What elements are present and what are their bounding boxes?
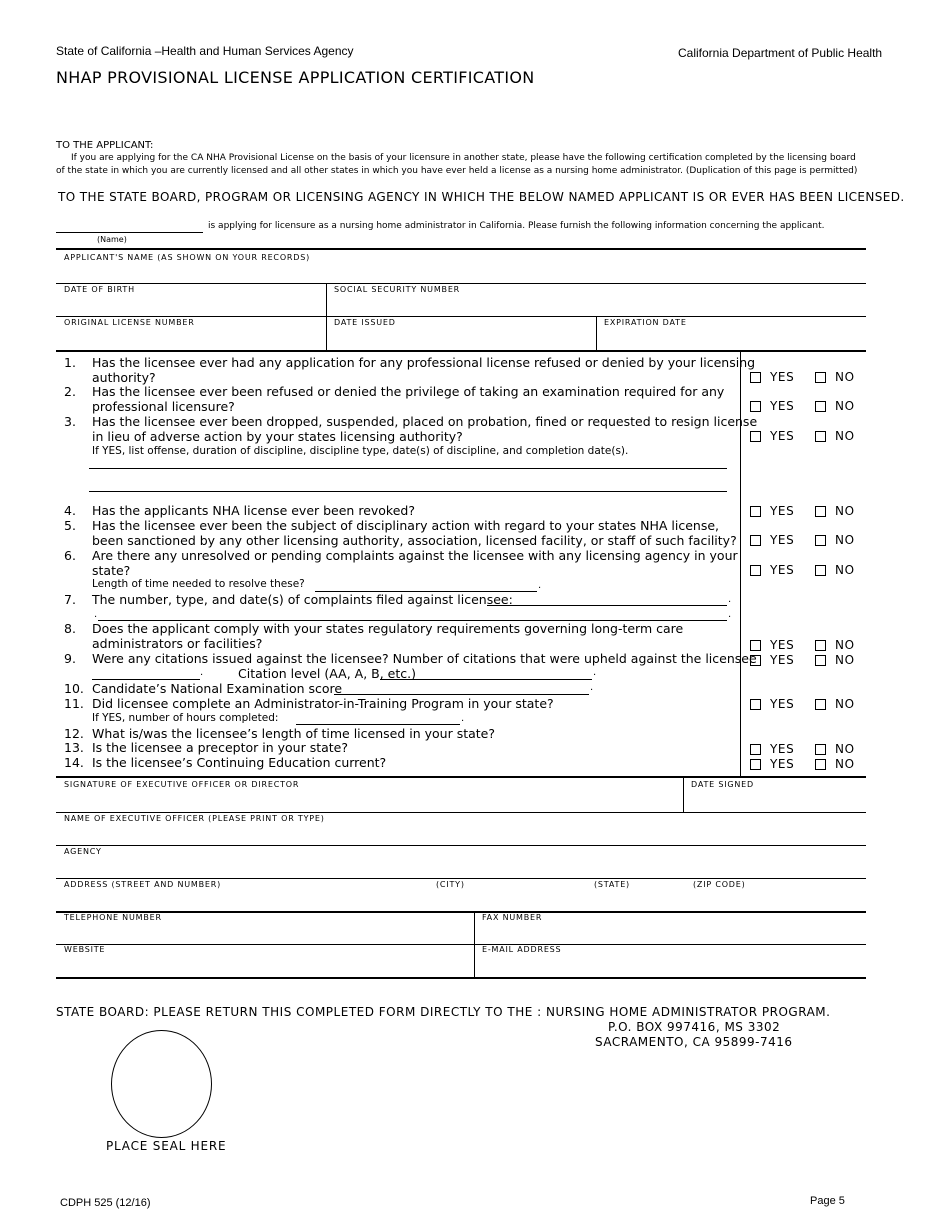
website-field[interactable] <box>56 945 474 977</box>
department-name: California Department of Public Health <box>678 46 883 60</box>
q8-no-checkbox[interactable] <box>815 640 826 651</box>
email-field[interactable] <box>475 945 866 977</box>
q14-no-checkbox[interactable] <box>815 759 826 770</box>
question-11-instruction: If YES, number of hours completed: <box>92 712 279 724</box>
date-issued-field[interactable] <box>327 317 596 350</box>
yes-label: YES <box>770 757 795 771</box>
q4-no-checkbox[interactable] <box>815 506 826 517</box>
question-5-text: Has the licensee ever been the subject of disciplinary action with regard to your states NHA license, <box>92 518 720 533</box>
q9-citation-level-line[interactable] <box>380 679 592 680</box>
dob-field[interactable] <box>56 284 326 316</box>
q3-answer-line-1[interactable] <box>89 468 727 469</box>
q8-yes-checkbox[interactable] <box>750 640 761 651</box>
question-1-text-cont: authority? <box>92 370 156 385</box>
q5-no-checkbox[interactable] <box>815 535 826 546</box>
period: . <box>200 667 204 678</box>
question-number: 8. <box>64 621 76 636</box>
question-11-text: Did licensee complete an Administrator-in-Training Program in your state? <box>92 696 554 711</box>
period: . <box>728 609 732 620</box>
yes-label: YES <box>770 399 795 413</box>
officer-name-field[interactable] <box>56 813 866 845</box>
q3-no-checkbox[interactable] <box>815 431 826 442</box>
agency-field[interactable] <box>56 846 866 878</box>
period: . <box>538 580 542 591</box>
period: . <box>590 682 594 693</box>
telephone-label: TELEPHONE NUMBER <box>64 913 162 922</box>
name-caption: (Name) <box>97 235 127 244</box>
q10-answer-line[interactable] <box>334 694 589 695</box>
seal-label: PLACE SEAL HERE <box>106 1139 227 1153</box>
table-bottom-rule <box>56 350 866 352</box>
officer-name-label: NAME OF EXECUTIVE OFFICER (PLEASE PRINT OR TYPE) <box>64 814 325 823</box>
question-2-text-cont: professional licensure? <box>92 399 235 414</box>
question-number: 14. <box>64 755 84 770</box>
return-po-box: P.O. BOX 997416, MS 3302 <box>608 1020 781 1034</box>
no-label: NO <box>835 370 855 384</box>
no-label: NO <box>835 697 855 711</box>
q7-answer-line-1[interactable] <box>487 605 727 606</box>
yes-label: YES <box>770 563 795 577</box>
page-title: NHAP PROVISIONAL LICENSE APPLICATION CERTIFICATION <box>56 68 535 87</box>
intro-line-1: If you are applying for the CA NHA Provisional License on the basis of your licensure in another state, please have the following certification completed by the licensing board <box>71 153 856 163</box>
telephone-field[interactable] <box>56 913 474 944</box>
q11-yes-checkbox[interactable] <box>750 699 761 710</box>
q9-citations-line[interactable] <box>92 679 200 680</box>
website-label: WEBSITE <box>64 945 106 954</box>
no-label: NO <box>835 742 855 756</box>
yes-label: YES <box>770 638 795 652</box>
signature-field[interactable] <box>56 778 683 812</box>
yes-label: YES <box>770 697 795 711</box>
ssn-label: SOCIAL SECURITY NUMBER <box>334 285 461 294</box>
question-4-text: Has the applicants NHA license ever been revoked? <box>92 503 415 518</box>
q2-no-checkbox[interactable] <box>815 401 826 412</box>
period: . <box>593 667 597 678</box>
yes-label: YES <box>770 504 795 518</box>
q9-yes-checkbox[interactable] <box>750 655 761 666</box>
applicant-name-line[interactable] <box>56 232 203 233</box>
question-7-text: The number, type, and date(s) of complaints filed against licensee: <box>92 592 513 607</box>
officer-table-bottom-rule <box>56 977 866 979</box>
no-label: NO <box>835 757 855 771</box>
q13-no-checkbox[interactable] <box>815 744 826 755</box>
address-label: ADDRESS (STREET AND NUMBER) <box>64 880 222 889</box>
to-applicant-heading: TO THE APPLICANT: <box>56 140 154 151</box>
page-number: Page 5 <box>810 1195 845 1207</box>
yes-label: YES <box>770 742 795 756</box>
no-label: NO <box>835 504 855 518</box>
expiration-date-label: EXPIRATION DATE <box>604 318 687 327</box>
q11-answer-line[interactable] <box>296 724 460 725</box>
question-12-text: What is/was the licensee’s length of time licensed in your state? <box>92 726 495 741</box>
question-number: 4. <box>64 503 76 518</box>
no-label: NO <box>835 429 855 443</box>
q13-yes-checkbox[interactable] <box>750 744 761 755</box>
question-number: 1. <box>64 355 76 370</box>
license-number-label: ORIGINAL LICENSE NUMBER <box>64 318 195 327</box>
question-10-text: Candidate’s National Examination score <box>92 681 343 696</box>
dob-label: DATE OF BIRTH <box>64 285 135 294</box>
yes-label: YES <box>770 370 795 384</box>
question-2-text: Has the licensee ever been refused or denied the privilege of taking an examination required for any <box>92 384 725 399</box>
return-instruction: STATE BOARD: PLEASE RETURN THIS COMPLETED FORM DIRECTLY TO THE : NURSING HOME ADMINISTRATOR PROGRAM. <box>56 1005 831 1019</box>
q2-yes-checkbox[interactable] <box>750 401 761 412</box>
q1-yes-checkbox[interactable] <box>750 372 761 383</box>
state-label: (STATE) <box>594 880 630 889</box>
question-9-text-cont: Citation level (AA, A, B, etc.) <box>238 666 416 681</box>
return-city-line: SACRAMENTO, CA 95899-7416 <box>595 1035 793 1049</box>
question-6-text: Are there any unresolved or pending complaints against the licensee with any licensing agency in your <box>92 548 738 563</box>
no-label: NO <box>835 533 855 547</box>
period: . <box>728 594 732 605</box>
question-number: 10. <box>64 681 84 696</box>
question-3-text-cont: in lieu of adverse action by your states licensing authority? <box>92 429 463 444</box>
question-number: 13. <box>64 740 84 755</box>
question-number: 6. <box>64 548 76 563</box>
email-label: E-MAIL ADDRESS <box>482 945 562 954</box>
question-8-text: Does the applicant comply with your states regulatory requirements governing long-term care <box>92 621 684 636</box>
form-id: CDPH 525 (12/16) <box>60 1197 151 1209</box>
question-14-text: Is the licensee’s Continuing Education current? <box>92 755 387 770</box>
q6-no-checkbox[interactable] <box>815 565 826 576</box>
agency-name: State of California –Health and Human Services Agency <box>56 44 354 58</box>
question-9-text: Were any citations issued against the licensee? Number of citations that were upheld against the licensee <box>92 651 757 666</box>
question-number: 9. <box>64 651 76 666</box>
question-8-text-cont: administrators or facilities? <box>92 636 263 651</box>
question-5-text-cont: been sanctioned by any other licensing authority, association, licensed facility, or staff of such facility? <box>92 533 737 548</box>
q14-yes-checkbox[interactable] <box>750 759 761 770</box>
yes-label: YES <box>770 533 795 547</box>
period: . <box>461 713 465 724</box>
question-13-text: Is the licensee a preceptor in your state? <box>92 740 348 755</box>
question-6-text-cont: state? <box>92 563 131 578</box>
date-issued-label: DATE ISSUED <box>334 318 396 327</box>
agency-label: AGENCY <box>64 847 102 856</box>
question-number: 3. <box>64 414 76 429</box>
yes-label: YES <box>770 653 795 667</box>
no-label: NO <box>835 638 855 652</box>
q5-yes-checkbox[interactable] <box>750 535 761 546</box>
seal-area <box>111 1030 212 1138</box>
intro-line-2: of the state in which you are currently licensed and all other states in which you have ever held a license as a nursing home administrator. (Duplication of this page is permitted) <box>56 166 858 176</box>
q6-yes-checkbox[interactable] <box>750 565 761 576</box>
no-label: NO <box>835 563 855 577</box>
fax-label: FAX NUMBER <box>482 913 543 922</box>
question-6-instruction: Length of time needed to resolve these? <box>92 578 305 590</box>
date-signed-label: DATE SIGNED <box>691 780 754 789</box>
city-label: (CITY) <box>436 880 465 889</box>
q3-answer-line-2[interactable] <box>89 491 727 492</box>
question-number: 5. <box>64 518 76 533</box>
signature-label: SIGNATURE OF EXECUTIVE OFFICER OR DIRECTOR <box>64 780 300 789</box>
ssn-field[interactable] <box>327 284 866 316</box>
q11-no-checkbox[interactable] <box>815 699 826 710</box>
date-signed-field[interactable] <box>684 778 866 812</box>
period: . <box>94 609 98 620</box>
address-field[interactable] <box>56 879 866 911</box>
question-3-text: Has the licensee ever been dropped, suspended, placed on probation, fined or requested to resign license <box>92 414 758 429</box>
question-3-instruction: If YES, list offense, duration of discipline, discipline type, date(s) of discipline, and completion date(s). <box>92 445 629 457</box>
zip-label: (ZIP CODE) <box>693 880 746 889</box>
no-label: NO <box>835 653 855 667</box>
no-label: NO <box>835 399 855 413</box>
applicant-name-field[interactable] <box>56 250 866 283</box>
question-number: 7. <box>64 592 76 607</box>
question-number: 11. <box>64 696 84 711</box>
fax-field[interactable] <box>475 913 866 944</box>
applying-text: is applying for licensure as a nursing home administrator in California. Please furnish the following information concerning the applicant. <box>208 221 825 231</box>
question-number: 12. <box>64 726 84 741</box>
expiration-date-field[interactable] <box>597 317 866 350</box>
q4-yes-checkbox[interactable] <box>750 506 761 517</box>
applicant-name-label: APPLICANT'S NAME (AS SHOWN ON YOUR RECORDS) <box>64 253 311 262</box>
question-1-text: Has the licensee ever had any application for any professional license refused or denied by your licensing <box>92 355 756 370</box>
q3-yes-checkbox[interactable] <box>750 431 761 442</box>
yes-label: YES <box>770 429 795 443</box>
q1-no-checkbox[interactable] <box>815 372 826 383</box>
license-number-field[interactable] <box>56 317 326 350</box>
question-number: 2. <box>64 384 76 399</box>
q9-no-checkbox[interactable] <box>815 655 826 666</box>
to-board-heading: TO THE STATE BOARD, PROGRAM OR LICENSING AGENCY IN WHICH THE BELOW NAMED APPLICANT IS OR EVER HAS BEEN LICENSED. <box>58 190 905 204</box>
